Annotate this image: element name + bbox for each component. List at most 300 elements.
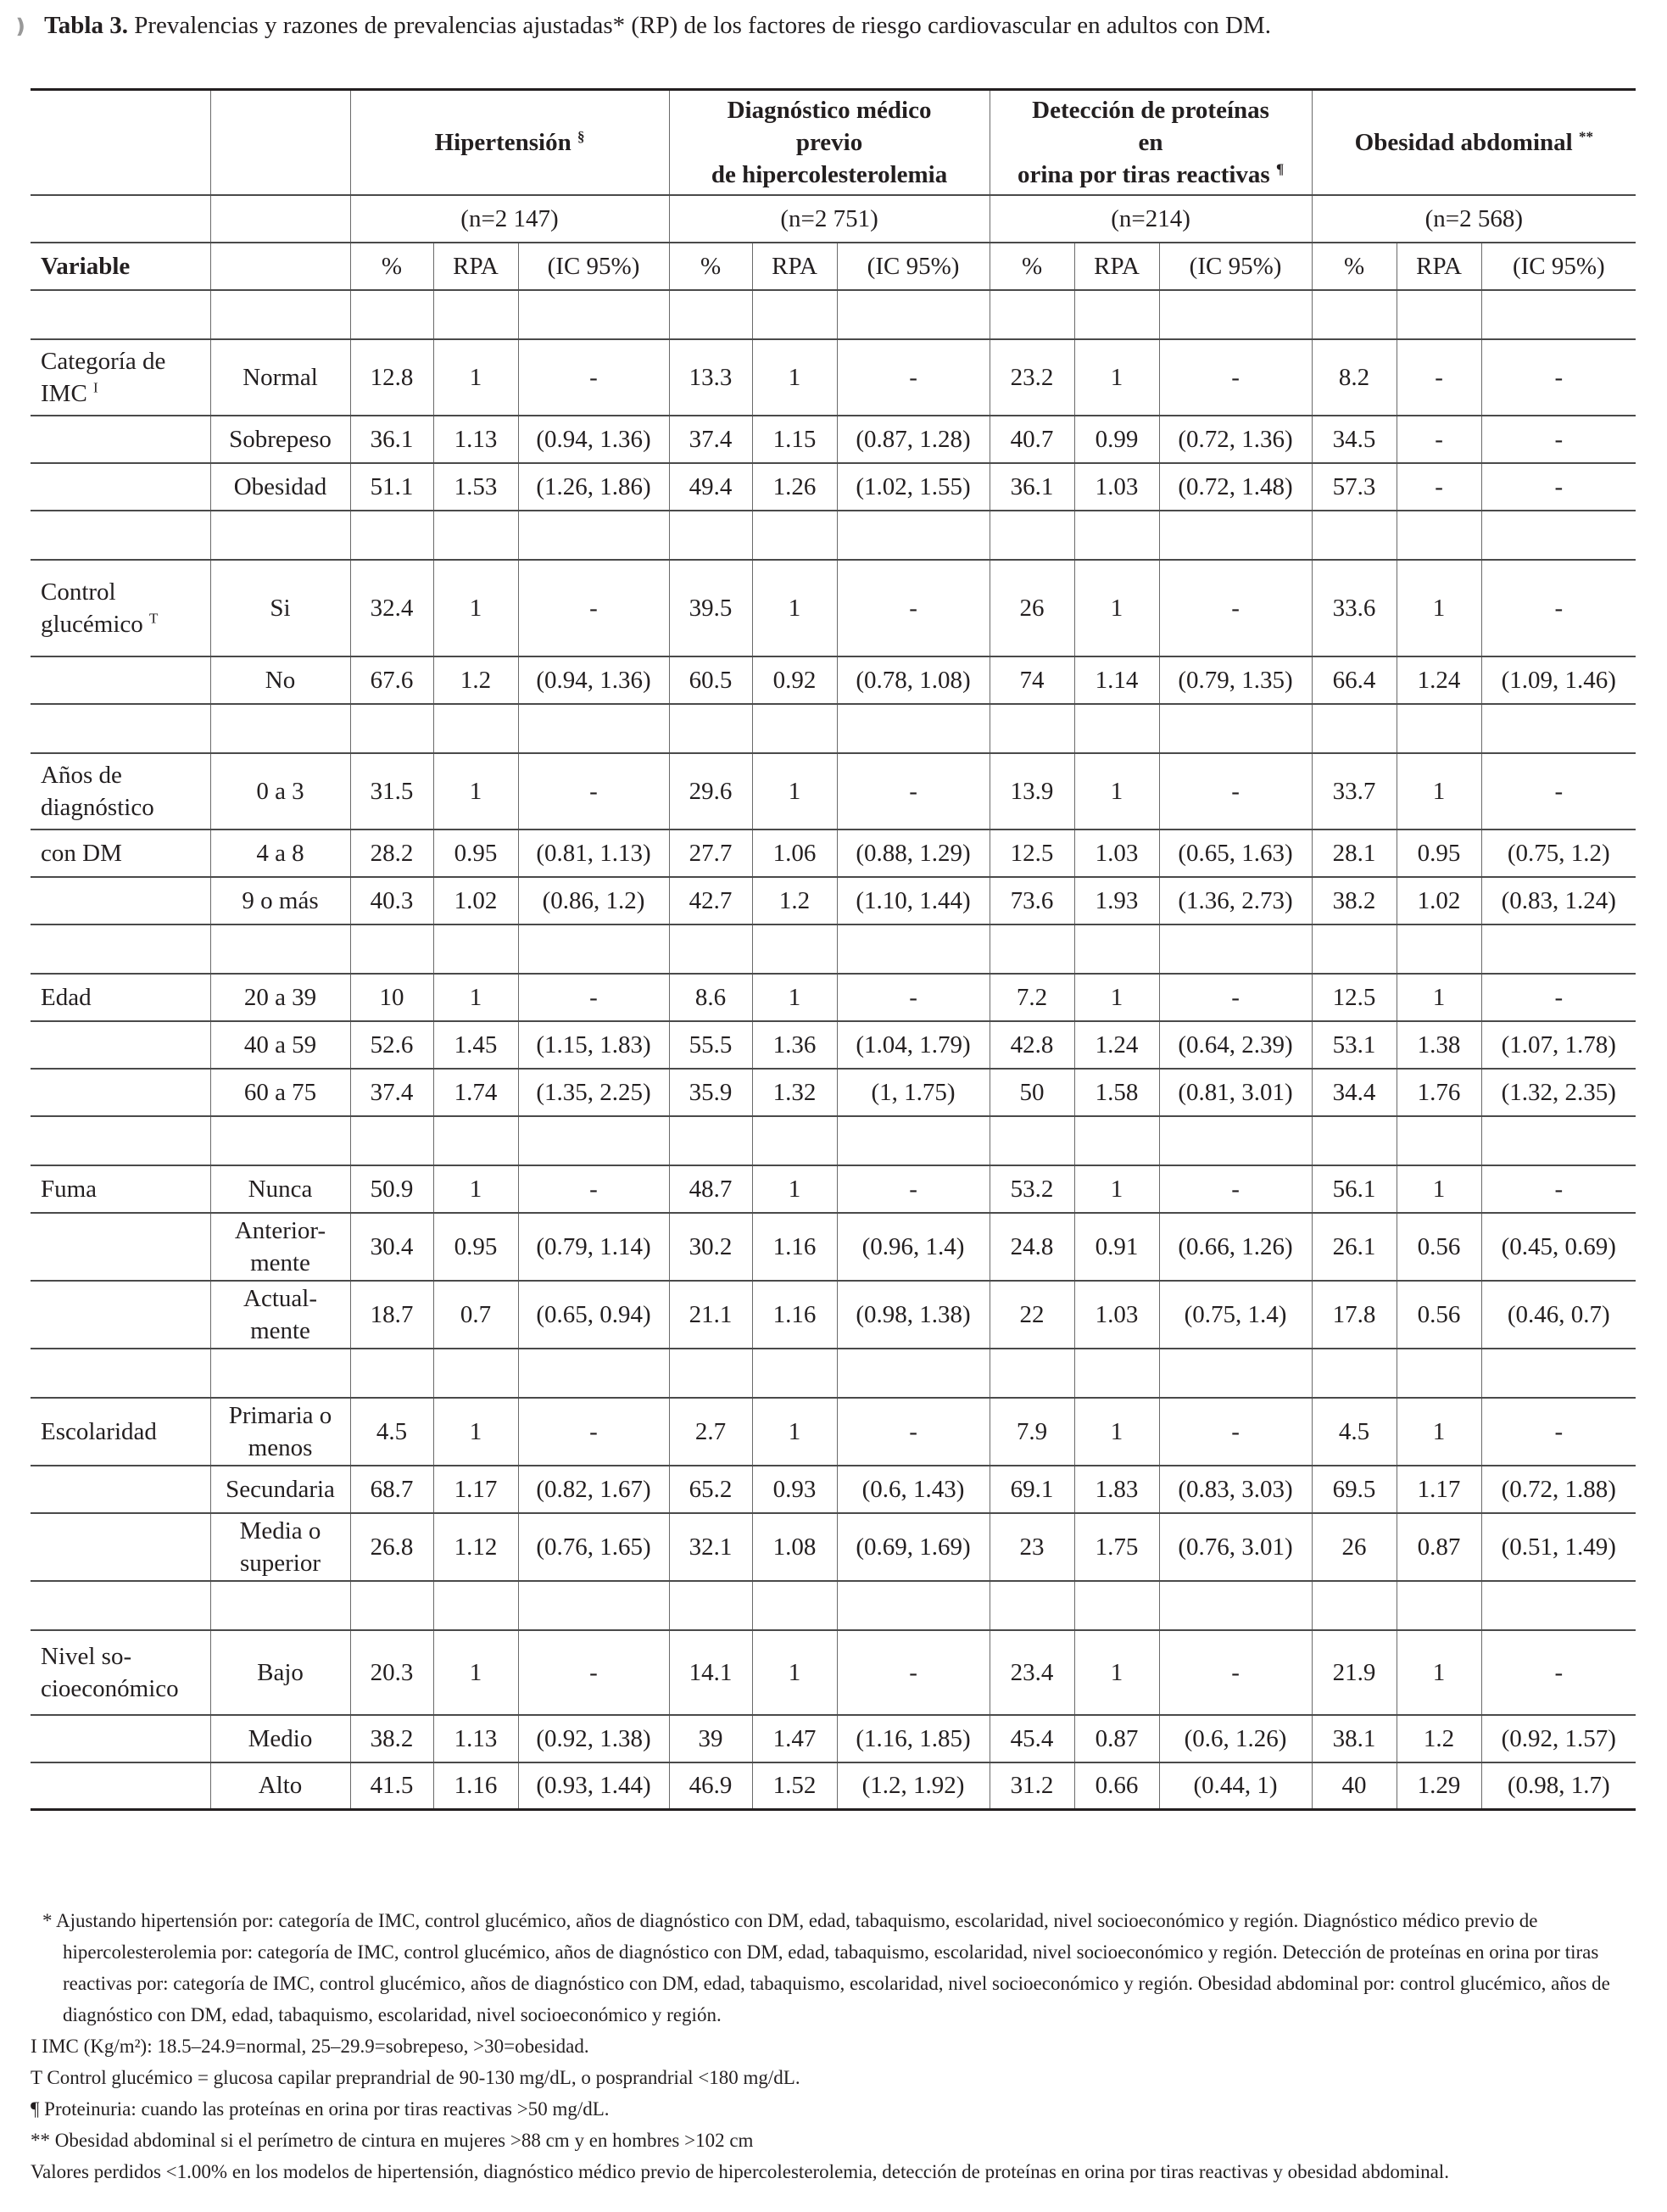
rpa-header: RPA	[752, 243, 837, 290]
empty-cell	[31, 924, 210, 974]
empty-cell	[1481, 924, 1636, 974]
rpa-cell: 1.15	[752, 416, 837, 463]
table-row	[31, 1715, 1636, 1762]
ic-cell: -	[518, 1398, 669, 1466]
ic-cell: (0.64, 2.39)	[1159, 1021, 1312, 1069]
table-row	[31, 1630, 1636, 1715]
empty-cell	[210, 511, 350, 560]
ic-cell: (0.98, 1.38)	[837, 1281, 990, 1349]
category-label: 20 a 39	[210, 974, 350, 1021]
ic-cell: -	[1481, 1398, 1636, 1466]
pct-cell: 34.4	[1312, 1069, 1397, 1116]
rpa-cell: 1.16	[752, 1281, 837, 1349]
rpa-cell: 1	[1397, 753, 1481, 830]
variable-label: con DM	[31, 830, 210, 877]
pct-cell: 45.4	[990, 1715, 1074, 1762]
empty-cell	[518, 511, 669, 560]
pct-cell: 13.9	[990, 753, 1074, 830]
table-row	[31, 1762, 1636, 1810]
ic-cell: -	[1159, 339, 1312, 416]
pct-cell: 8.2	[1312, 339, 1397, 416]
category-label: 40 a 59	[210, 1021, 350, 1069]
pct-cell: 26	[990, 560, 1074, 656]
variable-label	[31, 1021, 210, 1069]
ic-cell: (0.72, 1.88)	[1481, 1466, 1636, 1513]
group-n-1: (n=2 751)	[669, 195, 990, 243]
pct-cell: 41.5	[350, 1762, 433, 1810]
rpa-cell: 1	[1074, 1398, 1159, 1466]
caption-label: Tabla 3.	[44, 12, 128, 39]
empty-cell	[1481, 1581, 1636, 1630]
empty-cell	[433, 704, 518, 753]
ic-cell: (0.92, 1.38)	[518, 1715, 669, 1762]
rpa-cell: 1.16	[752, 1213, 837, 1281]
empty-cell	[31, 290, 210, 339]
empty-cell	[669, 704, 752, 753]
category-label: Media o superior	[210, 1513, 350, 1581]
ic-cell: (1.36, 2.73)	[1159, 877, 1312, 924]
rpa-cell: 0.87	[1074, 1715, 1159, 1762]
empty-cell	[210, 924, 350, 974]
ic-cell: (1.02, 1.55)	[837, 463, 990, 511]
rpa-cell: 1	[433, 974, 518, 1021]
empty-cell	[669, 511, 752, 560]
empty-cell	[1481, 1116, 1636, 1165]
empty-cell	[1397, 290, 1481, 339]
ic-cell: -	[1159, 1398, 1312, 1466]
rpa-cell: 1	[1074, 753, 1159, 830]
pct-cell: 26.8	[350, 1513, 433, 1581]
empty-cell	[837, 704, 990, 753]
ic-cell: (1.2, 1.92)	[837, 1762, 990, 1810]
rpa-cell: 1.32	[752, 1069, 837, 1116]
ic-cell: (0.75, 1.4)	[1159, 1281, 1312, 1349]
table-row	[31, 1466, 1636, 1513]
empty-cell	[1159, 924, 1312, 974]
rpa-cell: 1.52	[752, 1762, 837, 1810]
ic-cell: (0.81, 3.01)	[1159, 1069, 1312, 1116]
pct-cell: 7.2	[990, 974, 1074, 1021]
rpa-cell: -	[1397, 416, 1481, 463]
rpa-cell: 1.03	[1074, 1281, 1159, 1349]
table-row	[31, 560, 1636, 656]
rpa-cell: 1	[1397, 1165, 1481, 1213]
rpa-cell: 1.45	[433, 1021, 518, 1069]
pct-cell: 32.4	[350, 560, 433, 656]
pct-cell: 69.5	[1312, 1466, 1397, 1513]
table-row	[31, 416, 1636, 463]
empty-cell	[433, 924, 518, 974]
empty-cell	[210, 1116, 350, 1165]
ic-cell: -	[837, 339, 990, 416]
rpa-cell: 1.29	[1397, 1762, 1481, 1810]
table-row	[31, 339, 1636, 416]
ic-cell: (1.04, 1.79)	[837, 1021, 990, 1069]
ic-cell: -	[1481, 974, 1636, 1021]
rpa-cell: 1.13	[433, 416, 518, 463]
ic-cell: (0.94, 1.36)	[518, 416, 669, 463]
rpa-cell: -	[1397, 463, 1481, 511]
rpa-cell: 1	[433, 1398, 518, 1466]
ic-cell: (0.86, 1.2)	[518, 877, 669, 924]
rpa-cell: 1	[1397, 560, 1481, 656]
pct-cell: 53.1	[1312, 1021, 1397, 1069]
spacer-row	[31, 290, 1636, 339]
empty-cell	[210, 704, 350, 753]
variable-label	[31, 1466, 210, 1513]
pct-cell: 49.4	[669, 463, 752, 511]
rpa-cell: 1.2	[752, 877, 837, 924]
ic-cell: (0.79, 1.35)	[1159, 656, 1312, 704]
pct-cell: 34.5	[1312, 416, 1397, 463]
ic-cell: (0.98, 1.7)	[1481, 1762, 1636, 1810]
table-row	[31, 1069, 1636, 1116]
category-label: 0 a 3	[210, 753, 350, 830]
pct-cell: 23.2	[990, 339, 1074, 416]
pct-cell: 26.1	[1312, 1213, 1397, 1281]
category-label: Alto	[210, 1762, 350, 1810]
caption-marker-icon: ❫	[12, 16, 30, 38]
pct-cell: 57.3	[1312, 463, 1397, 511]
ic-cell: -	[1481, 416, 1636, 463]
header-row	[31, 90, 1636, 195]
group-header-2: Detección de proteínas en orina por tiras reactivas ¶	[990, 90, 1312, 195]
pct-cell: 28.1	[1312, 830, 1397, 877]
pct-cell: 50.9	[350, 1165, 433, 1213]
pct-cell: 7.9	[990, 1398, 1074, 1466]
ic-cell: -	[837, 560, 990, 656]
column-header-row	[31, 243, 1636, 290]
rpa-cell: 1	[433, 1630, 518, 1715]
footnote: ¶ Proteinuria: cuando las proteínas en orina por tiras reactivas >50 mg/dL.	[31, 2098, 610, 2120]
empty-cell	[837, 924, 990, 974]
ic-cell: (1.26, 1.86)	[518, 463, 669, 511]
data-table	[31, 88, 1636, 1811]
rpa-cell: 1.03	[1074, 463, 1159, 511]
ic-cell: (0.69, 1.69)	[837, 1513, 990, 1581]
variable-label	[31, 656, 210, 704]
rpa-cell: 1.17	[1397, 1466, 1481, 1513]
pct-cell: 24.8	[990, 1213, 1074, 1281]
empty-cell	[752, 1581, 837, 1630]
empty-cell	[350, 1349, 433, 1398]
empty-cell	[990, 1116, 1074, 1165]
empty-cell	[518, 290, 669, 339]
pct-header: %	[1312, 243, 1397, 290]
ic-cell: (0.46, 0.7)	[1481, 1281, 1636, 1349]
rpa-cell: 1	[1397, 974, 1481, 1021]
pct-cell: 73.6	[990, 877, 1074, 924]
ic-cell: (0.72, 1.48)	[1159, 463, 1312, 511]
group-mark: **	[1578, 128, 1593, 145]
empty-cell	[1312, 1581, 1397, 1630]
variable-label: Escolaridad	[31, 1398, 210, 1466]
ic-cell: (0.51, 1.49)	[1481, 1513, 1636, 1581]
pct-cell: 30.4	[350, 1213, 433, 1281]
empty-cell	[1397, 1116, 1481, 1165]
empty-cell	[990, 1581, 1074, 1630]
ic-cell: (0.82, 1.67)	[518, 1466, 669, 1513]
table-row	[31, 1021, 1636, 1069]
empty-cell	[1397, 704, 1481, 753]
empty-cell	[1312, 1116, 1397, 1165]
empty-cell	[1481, 704, 1636, 753]
ic-cell: (0.87, 1.28)	[837, 416, 990, 463]
footnote: ** Obesidad abdominal si el perímetro de cintura en mujeres >88 cm y en hombres >102 cm	[31, 2130, 754, 2151]
variable-label: Años de diagnóstico	[31, 753, 210, 830]
rpa-cell: 1.03	[1074, 830, 1159, 877]
ic-cell: -	[1159, 1630, 1312, 1715]
pct-cell: 33.6	[1312, 560, 1397, 656]
empty-cell	[1074, 704, 1159, 753]
rpa-cell: 0.95	[433, 830, 518, 877]
category-label: Anterior- mente	[210, 1213, 350, 1281]
rpa-cell: 1	[433, 1165, 518, 1213]
group-n-0: (n=2 147)	[350, 195, 669, 243]
category-label: 60 a 75	[210, 1069, 350, 1116]
empty-cell	[990, 1349, 1074, 1398]
ic-header: (IC 95%)	[837, 243, 990, 290]
empty-cell	[1397, 1581, 1481, 1630]
rpa-cell: -	[1397, 339, 1481, 416]
empty-cell	[1481, 511, 1636, 560]
table-row	[31, 877, 1636, 924]
ic-cell: (0.81, 1.13)	[518, 830, 669, 877]
rpa-cell: 1	[1397, 1398, 1481, 1466]
empty-cell	[1074, 511, 1159, 560]
empty-cell	[837, 1349, 990, 1398]
rpa-cell: 1.13	[433, 1715, 518, 1762]
empty-cell	[837, 290, 990, 339]
empty-cell	[1159, 290, 1312, 339]
ic-cell: (0.88, 1.29)	[837, 830, 990, 877]
table-row	[31, 1213, 1636, 1281]
ic-cell: (0.6, 1.26)	[1159, 1715, 1312, 1762]
variable-label: Control glucémico $^T$	[31, 560, 210, 656]
ic-cell: (0.94, 1.36)	[518, 656, 669, 704]
pct-cell: 31.2	[990, 1762, 1074, 1810]
empty-cell	[31, 1349, 210, 1398]
spacer-row	[31, 511, 1636, 560]
pct-cell: 20.3	[350, 1630, 433, 1715]
empty-cell	[350, 1116, 433, 1165]
rpa-cell: 0.56	[1397, 1281, 1481, 1349]
footnote: T Control glucémico = glucosa capilar preprandrial de 90-130 mg/dL, o posprandrial <180 mg/dL.	[31, 2067, 800, 2088]
rpa-cell: 0.87	[1397, 1513, 1481, 1581]
rpa-cell: 1.08	[752, 1513, 837, 1581]
ic-cell: -	[1481, 339, 1636, 416]
pct-cell: 4.5	[350, 1398, 433, 1466]
pct-cell: 60.5	[669, 656, 752, 704]
empty-cell	[31, 90, 210, 195]
pct-cell: 13.3	[669, 339, 752, 416]
rpa-cell: 1	[1074, 339, 1159, 416]
caption-text: Prevalencias y razones de prevalencias ajustadas* (RP) de los factores de riesgo cardiovascular en adultos con DM.	[134, 12, 1272, 39]
empty-cell	[1481, 1349, 1636, 1398]
ic-cell: (0.76, 3.01)	[1159, 1513, 1312, 1581]
empty-cell	[1074, 1581, 1159, 1630]
n-row	[31, 195, 1636, 243]
rpa-cell: 1.14	[1074, 656, 1159, 704]
empty-cell	[433, 1116, 518, 1165]
empty-cell	[1481, 290, 1636, 339]
empty-cell	[1159, 1581, 1312, 1630]
variable-label	[31, 1513, 210, 1581]
empty-cell	[752, 511, 837, 560]
rpa-cell: 1.58	[1074, 1069, 1159, 1116]
pct-cell: 40	[1312, 1762, 1397, 1810]
spacer-row	[31, 924, 1636, 974]
pct-cell: 17.8	[1312, 1281, 1397, 1349]
variable-mark: I	[93, 378, 98, 395]
rpa-cell: 1.47	[752, 1715, 837, 1762]
empty-cell	[752, 1116, 837, 1165]
rpa-cell: 1.24	[1074, 1021, 1159, 1069]
ic-cell: (0.6, 1.43)	[837, 1466, 990, 1513]
pct-cell: 28.2	[350, 830, 433, 877]
empty-cell	[518, 1349, 669, 1398]
ic-cell: (0.79, 1.14)	[518, 1213, 669, 1281]
variable-label: Categoría de IMC $^I$	[31, 339, 210, 416]
pct-cell: 35.9	[669, 1069, 752, 1116]
rpa-cell: 1.83	[1074, 1466, 1159, 1513]
empty-cell	[350, 511, 433, 560]
ic-cell: (0.96, 1.4)	[837, 1213, 990, 1281]
pct-cell: 39.5	[669, 560, 752, 656]
empty-cell	[1397, 1349, 1481, 1398]
rpa-cell: 1.24	[1397, 656, 1481, 704]
spacer-row	[31, 1349, 1636, 1398]
empty-cell	[210, 195, 350, 243]
empty-cell	[210, 90, 350, 195]
rpa-cell: 1	[752, 1630, 837, 1715]
variable-label: Nivel so- cioeconómico	[31, 1630, 210, 1715]
empty-cell	[1312, 290, 1397, 339]
ic-cell: (1.09, 1.46)	[1481, 656, 1636, 704]
rpa-cell: 0.66	[1074, 1762, 1159, 1810]
ic-cell: -	[1481, 753, 1636, 830]
ic-cell: -	[518, 974, 669, 1021]
pct-cell: 55.5	[669, 1021, 752, 1069]
ic-cell: (0.75, 1.2)	[1481, 830, 1636, 877]
footnote: * Ajustando hipertensión por: categoría de IMC, control glucémico, años de diagnóstico con DM, edad, tabaquismo, escolaridad, nivel socioeconómico y región. Diagnóstico médico previo de hipercolesterolemia por: categoría de IMC, control glucémico, años de diagnóstico con DM, edad, tabaquismo, escolaridad, nivel socioeconómico y región. Detección de proteínas en orina por tiras reactivas por: categoría de IMC, control glucémico, años de diagnóstico con DM, edad, tabaquismo, escolaridad, nivel socioeconómico y región. Obesidad abdominal por: control glucémico, años de diagnóstico con DM, edad, tabaquismo, escolaridad, nivel socioeconómico y región.	[42, 1910, 1610, 2025]
footnote: I IMC (Kg/m²): 18.5–24.9=normal, 25–29.9=sobrepeso, >30=obesidad.	[31, 2036, 589, 2057]
variable-label: Fuma	[31, 1165, 210, 1213]
empty-cell	[31, 195, 210, 243]
pct-cell: 51.1	[350, 463, 433, 511]
empty-cell	[990, 924, 1074, 974]
empty-cell	[1074, 1349, 1159, 1398]
category-label: Secundaria	[210, 1466, 350, 1513]
rpa-header: RPA	[1397, 243, 1481, 290]
empty-cell	[518, 704, 669, 753]
ic-cell: -	[837, 974, 990, 1021]
empty-cell	[1074, 1116, 1159, 1165]
empty-cell	[837, 1116, 990, 1165]
rpa-cell: 1.2	[1397, 1715, 1481, 1762]
empty-cell	[669, 1581, 752, 1630]
pct-cell: 46.9	[669, 1762, 752, 1810]
ic-cell: (1.15, 1.83)	[518, 1021, 669, 1069]
empty-cell	[1312, 704, 1397, 753]
rpa-cell: 1	[1074, 1630, 1159, 1715]
pct-cell: 69.1	[990, 1466, 1074, 1513]
empty-cell	[1159, 1116, 1312, 1165]
empty-cell	[31, 704, 210, 753]
ic-header: (IC 95%)	[518, 243, 669, 290]
variable-label	[31, 1213, 210, 1281]
rpa-cell: 1	[1074, 974, 1159, 1021]
pct-cell: 42.7	[669, 877, 752, 924]
table-row	[31, 753, 1636, 830]
empty-cell	[433, 511, 518, 560]
spacer-row	[31, 1116, 1636, 1165]
empty-cell	[1397, 924, 1481, 974]
pct-cell: 12.5	[990, 830, 1074, 877]
pct-cell: 56.1	[1312, 1165, 1397, 1213]
rpa-cell: 1	[752, 560, 837, 656]
ic-cell: (1.35, 2.25)	[518, 1069, 669, 1116]
pct-cell: 33.7	[1312, 753, 1397, 830]
empty-cell	[433, 1349, 518, 1398]
pct-cell: 42.8	[990, 1021, 1074, 1069]
footnotes	[31, 1905, 1642, 2187]
pct-cell: 36.1	[990, 463, 1074, 511]
empty-cell	[669, 290, 752, 339]
pct-cell: 2.7	[669, 1398, 752, 1466]
ic-cell: -	[837, 1398, 990, 1466]
rpa-cell: 1.26	[752, 463, 837, 511]
ic-cell: (0.66, 1.26)	[1159, 1213, 1312, 1281]
rpa-cell: 0.56	[1397, 1213, 1481, 1281]
empty-cell	[1312, 924, 1397, 974]
ic-cell: -	[837, 753, 990, 830]
rpa-cell: 0.7	[433, 1281, 518, 1349]
ic-cell: (0.65, 0.94)	[518, 1281, 669, 1349]
pct-cell: 27.7	[669, 830, 752, 877]
variable-label	[31, 1715, 210, 1762]
ic-cell: (0.65, 1.63)	[1159, 830, 1312, 877]
pct-cell: 39	[669, 1715, 752, 1762]
rpa-cell: 1	[752, 753, 837, 830]
rpa-header: RPA	[1074, 243, 1159, 290]
pct-cell: 21.1	[669, 1281, 752, 1349]
empty-cell	[669, 924, 752, 974]
variable-label: Edad	[31, 974, 210, 1021]
variable-label	[31, 416, 210, 463]
pct-cell: 22	[990, 1281, 1074, 1349]
table-row	[31, 830, 1636, 877]
pct-cell: 66.4	[1312, 656, 1397, 704]
ic-cell: (1.10, 1.44)	[837, 877, 990, 924]
group-header-0: Hipertensión §	[350, 90, 669, 195]
ic-cell: (0.83, 3.03)	[1159, 1466, 1312, 1513]
rpa-cell: 1	[752, 1398, 837, 1466]
empty-cell	[518, 1581, 669, 1630]
empty-cell	[350, 290, 433, 339]
group-mark: ¶	[1275, 160, 1285, 177]
empty-cell	[837, 511, 990, 560]
pct-cell: 31.5	[350, 753, 433, 830]
pct-cell: 8.6	[669, 974, 752, 1021]
ic-cell: -	[1481, 463, 1636, 511]
pct-cell: 23.4	[990, 1630, 1074, 1715]
ic-cell: -	[518, 1165, 669, 1213]
table-row	[31, 1398, 1636, 1466]
table-caption	[12, 7, 1640, 46]
rpa-cell: 1.17	[433, 1466, 518, 1513]
group-n-3: (n=2 568)	[1312, 195, 1636, 243]
